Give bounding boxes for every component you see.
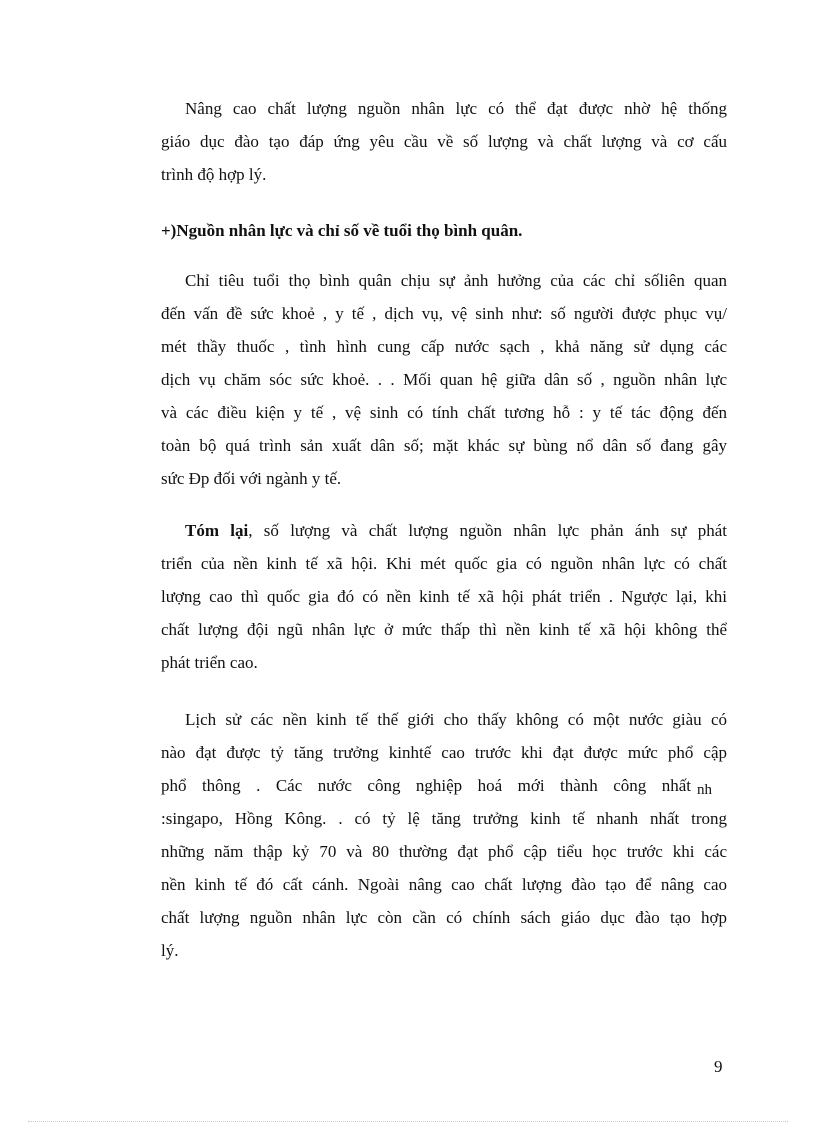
paragraph-4 [161, 703, 727, 967]
paragraph-line: sức Đp đối với ngành y tế. [161, 469, 342, 488]
page-number: 9 [714, 1057, 723, 1076]
paragraph-line: Nâng cao chất lượng nguồn nhân lực có thể đạt được nhờ hệ thống [185, 99, 727, 118]
paragraph-line: Lịch sử các nền kinh tế thế giới cho thấy không có một nước giàu có [185, 710, 727, 729]
paragraph-line: dịch vụ chăm sóc sức khoẻ. . . Mối quan hệ giữa dân số , nguồn nhân lực [161, 370, 727, 389]
paragraph-line: lý. [161, 941, 179, 960]
section-heading: +)Nguồn nhân lực và chỉ số về tuổi thọ bình quân. [161, 221, 523, 240]
paragraph-text: , số lượng và chất lượng nguồn nhân lực phản ánh sự phát [248, 521, 727, 540]
paragraph-line: những năm thập kỷ 70 và 80 thường đạt phổ cập tiểu học trước khi các [161, 842, 727, 861]
paragraph-3 [161, 514, 727, 679]
paragraph-line [161, 514, 727, 547]
paragraph-line [161, 769, 727, 802]
paragraph-line: nền kinh tế đó cất cánh. Ngoài nâng cao chất lượng đào tạo để nâng cao [161, 875, 727, 894]
paragraph-1 [161, 92, 727, 191]
paragraph-line: toàn bộ quá trình sản xuất dân số; mặt khác sự bùng nổ dân số đang gây [161, 436, 727, 455]
paragraph-text: phổ thông . Các nước công nghiệp hoá mới thành công nhất [161, 776, 691, 795]
paragraph-2 [161, 264, 727, 495]
footer-divider [28, 1121, 788, 1122]
bold-lead: Tóm lại [185, 521, 249, 540]
paragraph-line: chất lượng đội ngũ nhân lực ở mức thấp thì nền kinh tế xã hội không thể [161, 620, 727, 639]
wrapped-word: nh [697, 782, 712, 798]
paragraph-line: chất lượng nguồn nhân lực còn cần có chính sách giáo dục đào tạo hợp [161, 908, 727, 927]
paragraph-line: Chỉ tiêu tuổi thọ bình quân chịu sự ảnh hưởng của các chỉ sốliên quan [185, 271, 727, 290]
paragraph-line: trình độ hợp lý. [161, 165, 267, 184]
paragraph-line: đến vấn đề sức khoẻ , y tế , dịch vụ, vệ sinh như: số người được phục vụ/ [161, 304, 727, 323]
paragraph-line: và các điều kiện y tế , vệ sinh có tính chất tương hỗ : y tế tác động đến [161, 403, 727, 422]
paragraph-line: nào đạt được tỷ tăng trưởng kinhtế cao trước khi đạt được mức phổ cập [161, 743, 727, 762]
paragraph-line: mét thầy thuốc , tình hình cung cấp nước sạch , khả năng sử dụng các [161, 337, 727, 356]
paragraph-line: triển của nền kinh tế xã hội. Khi mét quốc gia có nguồn nhân lực có chất [161, 554, 727, 573]
paragraph-line: :singapo, Hồng Kông. . có tỷ lệ tăng trưởng kinh tế nhanh nhất trong [161, 809, 727, 828]
paragraph-line: giáo dục đào tạo đáp ứng yêu cầu về số lượng và chất lượng và cơ cấu [161, 132, 727, 151]
paragraph-line: lượng cao thì quốc gia đó có nền kinh tế xã hội phát triển . Ngược lại, khi [161, 587, 727, 606]
paragraph-line: phát triển cao. [161, 653, 258, 672]
